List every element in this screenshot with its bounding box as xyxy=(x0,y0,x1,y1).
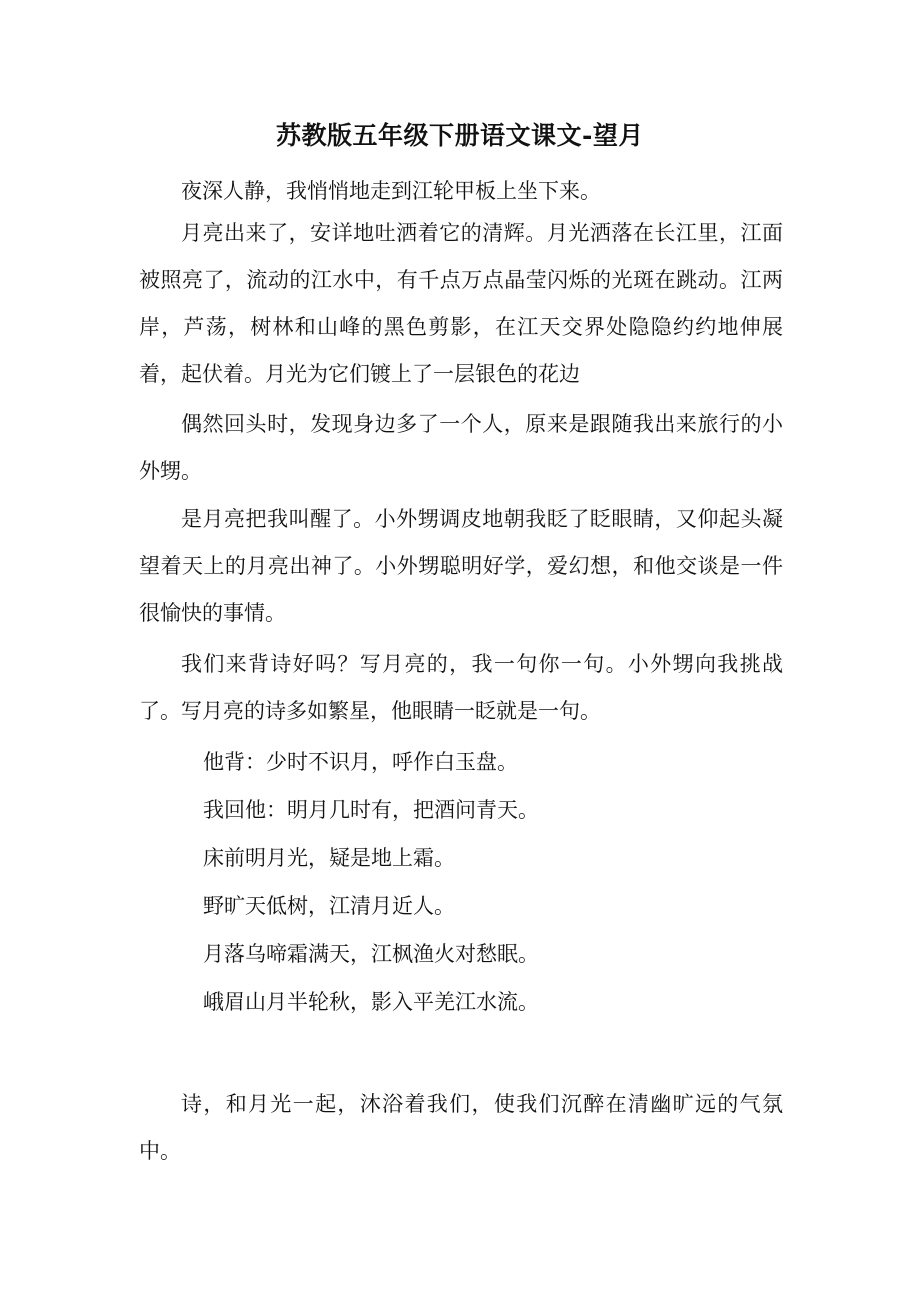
poem-line-1: 他背：少时不识月，呼作白玉盘。 xyxy=(203,750,518,774)
paragraph-5: 我们来背诗好吗？写月亮的，我一句你一句。小外甥向我挑战了。写月亮的诗多如繁星，他眼睛一眨就是一句。 xyxy=(139,652,783,723)
paragraph-3: 偶然回头时，发现身边多了一个人，原来是跟随我出来旅行的小外甥。 xyxy=(139,412,783,483)
poem-line-3: 床前明月光，疑是地上霜。 xyxy=(203,846,455,870)
paragraph-2: 月亮出来了，安详地吐洒着它的清辉。月光洒落在长江里，江面被照亮了，流动的江水中，有千点万点晶莹闪烁的光斑在跳动。江两岸，芦荡，树林和山峰的黑色剪影，在江天交界处隐隐约约地伸展着，起伏着。月光为它们镀上了一层银色的花边 xyxy=(139,221,783,386)
paragraph-4: 是月亮把我叫醒了。小外甥调皮地朝我眨了眨眼睛，又仰起头凝望着天上的月亮出神了。小外甥聪明好学，爱幻想，和他交谈是一件很愉快的事情。 xyxy=(139,507,783,625)
poem-line-4: 野旷天低树，江清月近人。 xyxy=(203,894,455,918)
poem-line-5: 月落乌啼霜满天，江枫渔火对愁眠。 xyxy=(203,942,539,966)
poem-line-2: 我回他：明月几时有，把酒问青天。 xyxy=(203,798,539,822)
poem-line-6: 峨眉山月半轮秋，影入平羌江水流。 xyxy=(203,990,539,1014)
paragraph-1: 夜深人静，我悄悄地走到江轮甲板上坐下来。 xyxy=(181,179,601,203)
document-title: 苏教版五年级下册语文课文-望月 xyxy=(276,121,644,150)
paragraph-final: 诗，和月光一起，沐浴着我们，使我们沉醉在清幽旷远的气氛中。 xyxy=(139,1092,783,1163)
